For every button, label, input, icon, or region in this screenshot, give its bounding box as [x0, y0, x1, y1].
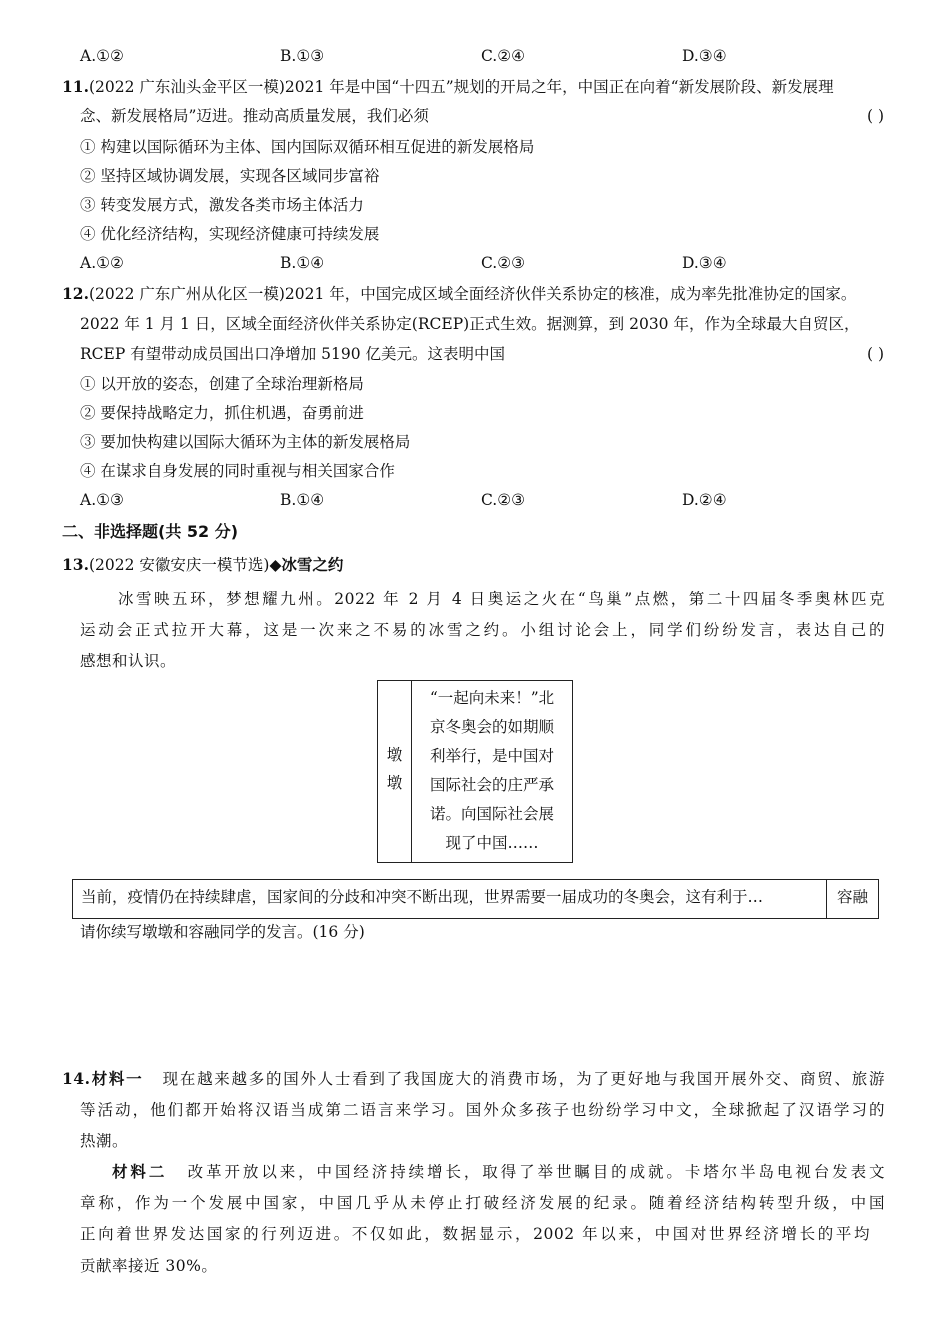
q12-stem-line3: RCEP 有望带动成员国出口净增加 5190 亿美元。这表明中国: [80, 345, 506, 363]
q14-m2-line2: 章称，作为一个发展中国家，中国几乎从未停止打破经济发展的纪录。随着经济结构转型升级，中国: [80, 1194, 885, 1212]
q12-item-4: ④ 在谋求自身发展的同时重视与相关国家合作: [80, 462, 395, 480]
q14-material1-label: 材料一: [90, 1069, 144, 1088]
q11-stem-text1: (2022 广东汕头金平区一模)2021 年是中国“十四五”规划的开局之年，中国正在向着“新发展阶段、新发展理: [88, 78, 834, 96]
q13-prompt: 请你续写墩墩和容融同学的发言。(16 分): [80, 923, 365, 941]
q12-option-a: A.①③: [80, 491, 124, 509]
q11-option-b: B.①④: [280, 254, 325, 272]
q12-number: 12.: [62, 284, 89, 303]
q14-material2-label: 材料二: [112, 1162, 168, 1181]
q12-item-2: ② 要保持战略定力，抓住机遇，奋勇前进: [80, 404, 364, 422]
q14-m2-line4: 贡献率接近 30%。: [80, 1257, 218, 1275]
section-heading-non-choice: 二、非选择题(共 52 分): [62, 522, 239, 541]
q14-number: 14.: [62, 1069, 91, 1088]
q14-m2-line3: 正向着世界发达国家的行列迈进。不仅如此，数据显示，2002 年以来，中国对世界经济增长的平均: [80, 1225, 870, 1243]
q11-item-3: ③ 转变发展方式，激发各类市场主体活力: [80, 196, 364, 214]
q12-stem-text1: (2022 广东广州从化区一模)2021 年，中国完成区域全面经济伙伴关系协定的核准，成为率先批准协定的国家。: [88, 285, 857, 303]
q12-stem-line2: 2022 年 1 月 1 日，区域全面经济伙伴关系协定(RCEP)正式生效。据测算，到 2030 年，作为全球最大自贸区，: [80, 315, 860, 333]
speaker-text-line: 现了中国……: [445, 834, 539, 852]
q10-option-c: C.②④: [481, 47, 526, 65]
q11-option-c: C.②③: [481, 254, 526, 272]
q14-m1-line2: 等活动，他们都开始将汉语当成第二语言来学习。国外众多孩子也纷纷学习中文，全球掀起了汉语学习的: [80, 1101, 885, 1119]
q14-m1-line1: [62, 1069, 885, 1089]
q11-item-1: ① 构建以国际循环为主体、国内国际双循环相互促进的新发展格局: [80, 138, 535, 156]
q13-source: (2022 安徽安庆一模节选): [88, 556, 270, 574]
speaker-name-char: 墩: [386, 774, 403, 792]
q14-material2-text1: 改革开放以来，中国经济持续增长，取得了举世瞩目的成就。卡塔尔半岛电视台发表文: [185, 1163, 885, 1181]
q13-number: 13.: [62, 555, 89, 574]
speaker-name-rongrong: 容融: [836, 888, 868, 906]
q12-option-d: D.②④: [682, 491, 727, 509]
q11-stem-line1: [62, 77, 834, 97]
q11-item-2: ② 坚持区域协调发展，实现各区域同步富裕: [80, 167, 380, 185]
speaker-text-line: “一起向未来！”北: [429, 689, 555, 707]
q11-number: 11.: [62, 77, 89, 96]
q14-material1-text1: 现在越来越多的国外人士看到了我国庞大的消费市场，为了更好地与我国开展外交、商贸、旅游: [161, 1070, 885, 1088]
q11-option-a: A.①②: [80, 254, 124, 272]
q11-item-4: ④ 优化经济结构，实现经济健康可持续发展: [80, 225, 380, 243]
q10-option-b: B.①③: [280, 47, 325, 65]
speaker-box-rongrong: [72, 879, 879, 919]
speaker-text-line: 京冬奥会的如期顺: [429, 718, 554, 736]
q12-item-1: ① 以开放的姿态，创建了全球治理新格局: [80, 375, 364, 393]
speaker-text-dundun: [412, 684, 572, 858]
speaker-text-line: 国际社会的庄严承: [429, 776, 554, 794]
q12-stem-line1: [62, 284, 856, 304]
q11-stem-line2: 念、新发展格局”迈进。推动高质量发展，我们必须: [80, 107, 429, 125]
q13-heading: [62, 555, 343, 575]
q11-option-d: D.③④: [682, 254, 727, 272]
speaker-name-dundun: [378, 741, 411, 797]
q11-answer-paren: ( ): [866, 107, 884, 125]
q13-para-line2: 运动会正式拉开大幕，这是一次来之不易的冰雪之约。小组讨论会上，同学们纷纷发言，表达自己的: [80, 621, 885, 639]
q10-option-d: D.③④: [682, 47, 727, 65]
speaker-text-line: 利举行，是中国对: [429, 747, 554, 765]
q13-para-line3: 感想和认识。: [80, 652, 177, 670]
q13-para-line1: 冰雪映五环，梦想耀九州。2022 年 2 月 4 日奥运之火在“鸟巢”点燃，第二十四届冬季奥林匹克: [118, 590, 885, 608]
speaker-text-rongrong: 当前，疫情仍在持续肆虐，国家间的分歧和冲突不断出现，世界需要一届成功的冬奥会，这有利于…: [81, 888, 764, 906]
q12-option-b: B.①④: [280, 491, 325, 509]
speaker-name-char: 墩: [386, 746, 403, 764]
q14-m2-line1: [112, 1162, 885, 1182]
q12-answer-paren: ( ): [866, 345, 884, 363]
q12-item-3: ③ 要加快构建以国际大循环为主体的新发展格局: [80, 433, 411, 451]
q12-option-c: C.②③: [481, 491, 526, 509]
q13-title: ◆冰雪之约: [269, 556, 344, 574]
speaker-text-line: 诺。向国际社会展: [429, 805, 554, 823]
speaker-box-dundun: [377, 680, 573, 863]
q14-m1-line3: 热潮。: [80, 1132, 129, 1150]
q10-option-a: A.①②: [80, 47, 124, 65]
